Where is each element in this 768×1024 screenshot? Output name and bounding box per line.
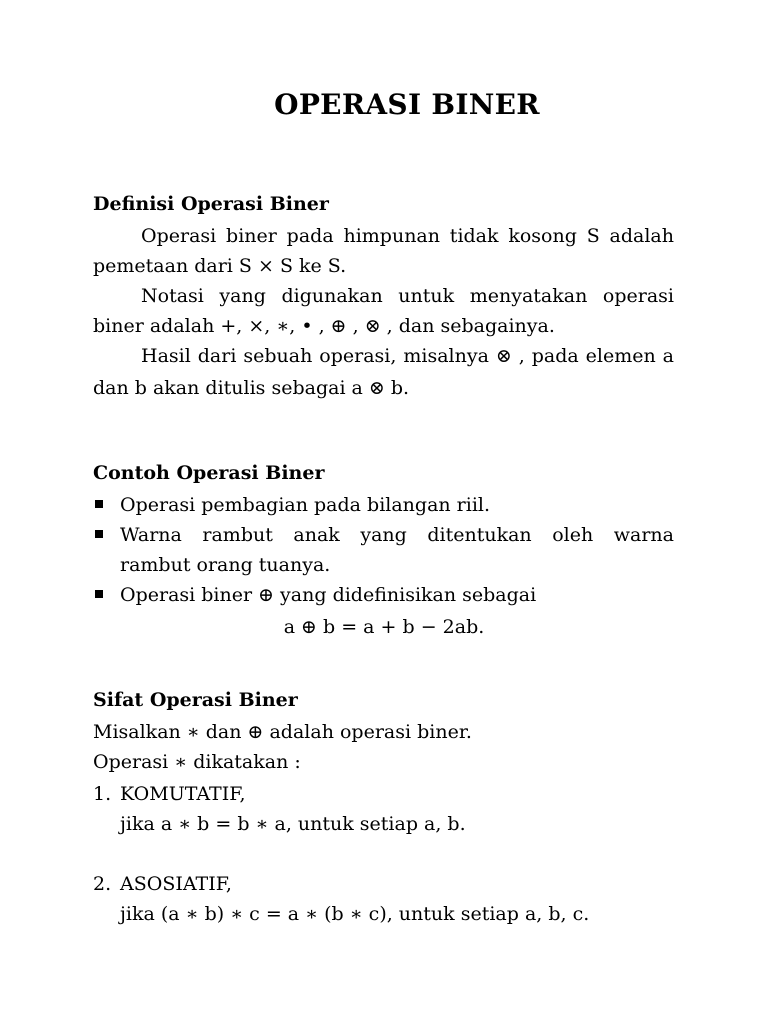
sifat-intro-line-2: Operasi ∗ dikatakan : — [93, 751, 301, 773]
definisi-paragraph-3-line-2: dan b akan ditulis sebagai a ⊗ b. — [93, 377, 410, 399]
section-heading-contoh: Contoh Operasi Biner — [93, 462, 325, 484]
bullet-square-icon — [95, 500, 103, 508]
property-definition-asosiatif: jika (a ∗ b) ∗ c = a ∗ (b ∗ c), untuk setiap a, b, c. — [120, 903, 590, 925]
contoh-bullet-2-line-1: Warna rambut anak yang ditentukan oleh warna — [120, 524, 674, 546]
section-heading-sifat: Sifat Operasi Biner — [93, 689, 298, 711]
section-heading-definisi: Definisi Operasi Biner — [93, 193, 329, 215]
contoh-bullet-3: Operasi biner ⊕ yang didefinisikan sebagai — [120, 584, 537, 606]
property-name-asosiatif: ASOSIATIF, — [120, 873, 232, 895]
definisi-paragraph-1-line-2: pemetaan dari S × S ke S. — [93, 255, 347, 277]
property-name-komutatif: KOMUTATIF, — [120, 783, 246, 805]
bullet-square-icon — [95, 530, 103, 538]
list-number: 2. — [93, 873, 112, 895]
bullet-square-icon — [95, 590, 103, 598]
definisi-paragraph-2-line-2: biner adalah +, ×, ∗, • , ⊕ , ⊗ , dan sebagainya. — [93, 315, 555, 337]
definisi-paragraph-1-line-1: Operasi biner pada himpunan tidak kosong S adalah — [141, 225, 674, 247]
page-title: OPERASI BINER — [274, 88, 540, 121]
contoh-formula: a ⊕ b = a + b − 2ab. — [283, 616, 485, 638]
list-number: 1. — [93, 783, 112, 805]
contoh-bullet-2-line-2: rambut orang tuanya. — [120, 554, 331, 576]
property-definition-komutatif: jika a ∗ b = b ∗ a, untuk setiap a, b. — [120, 813, 466, 835]
definisi-paragraph-3-line-1: Hasil dari sebuah operasi, misalnya ⊗ , pada elemen a — [141, 345, 674, 367]
sifat-intro-line-1: Misalkan ∗ dan ⊕ adalah operasi biner. — [93, 721, 472, 743]
definisi-paragraph-2-line-1: Notasi yang digunakan untuk menyatakan operasi — [141, 285, 674, 307]
contoh-bullet-1: Operasi pembagian pada bilangan riil. — [120, 494, 491, 516]
